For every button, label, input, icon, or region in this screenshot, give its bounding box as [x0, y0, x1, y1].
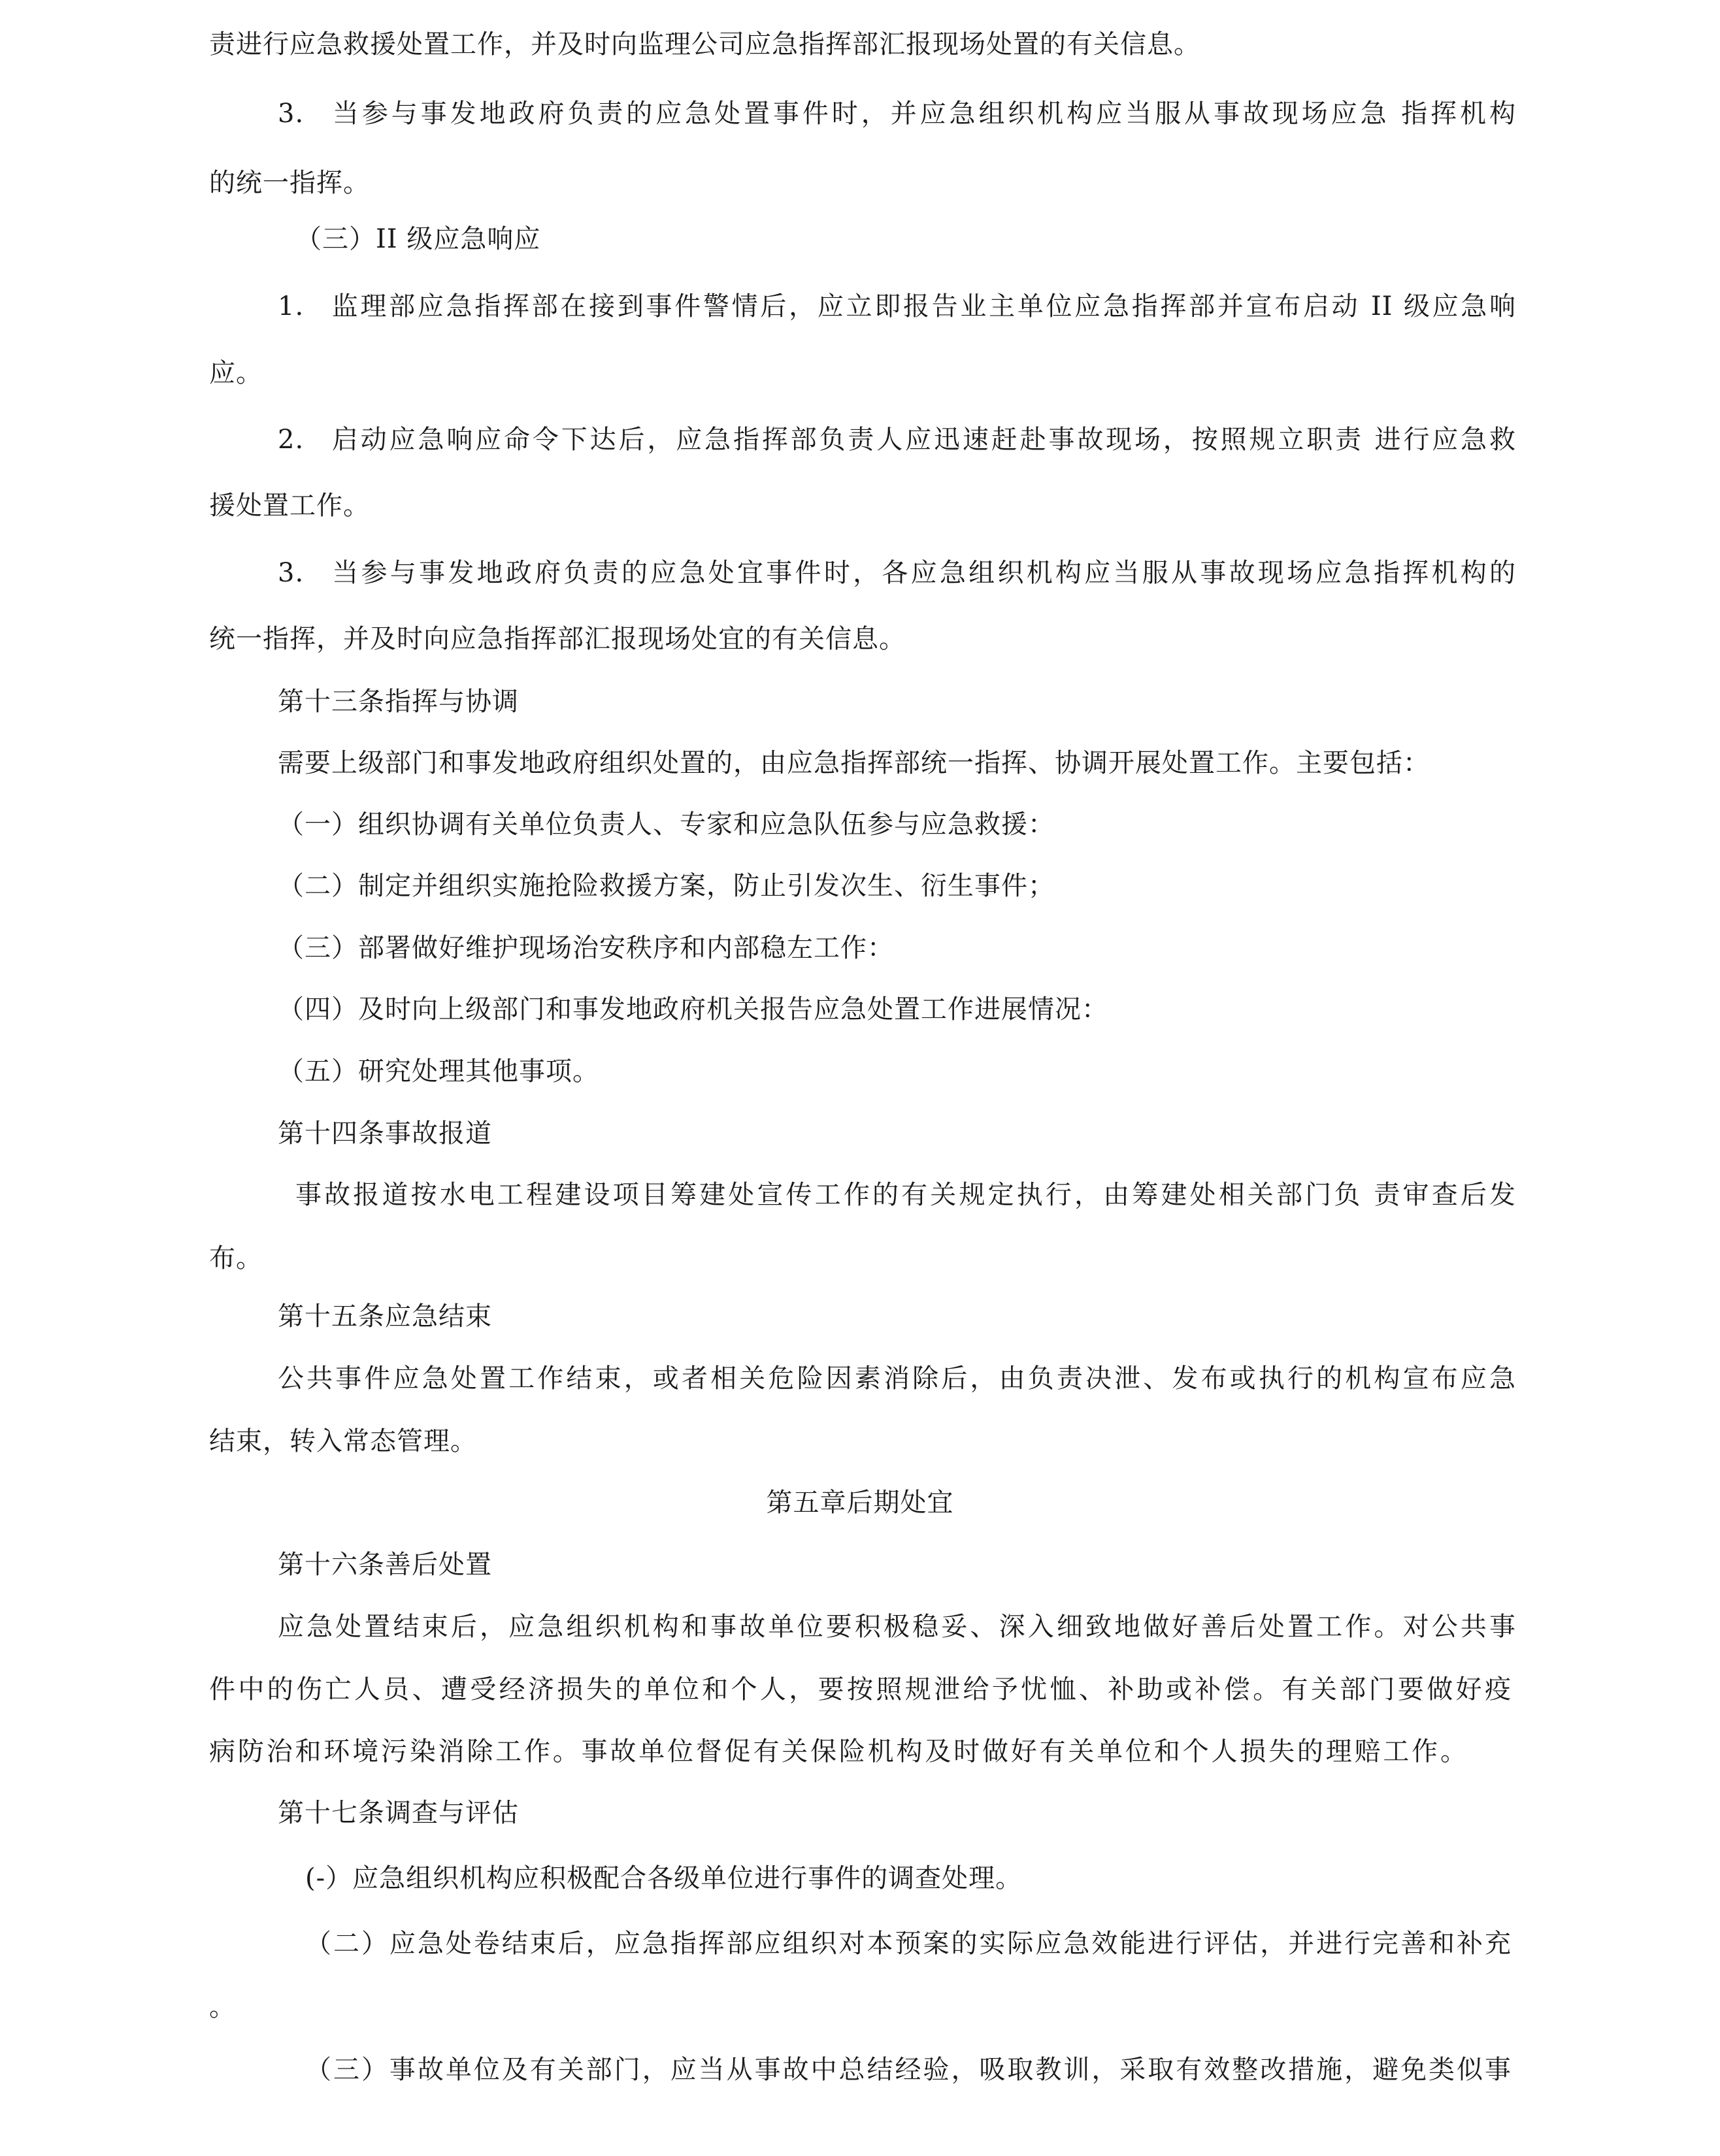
numbered-item	[278, 293, 1516, 319]
item-text: 启动应急响应命令下达后，应急指挥部负责人应迅速赶赴事故现场，按照规立职责 进行应急救	[330, 425, 1516, 455]
article-heading: 第十七条调查与评估	[278, 1798, 519, 1828]
list-item: (-）应急组织机构应积极配合各级单位进行事件的调查处理。	[305, 1863, 1023, 1893]
list-item: （三）部署做好维护现场治安秩序和内部稳左工作：	[278, 933, 894, 963]
text-line: 的统一指挥。	[209, 168, 370, 198]
text-line: 公共事件应急处置工作结束，或者相关危险因素消除后，由负责决泄、发布或执行的机构宣布应急	[278, 1364, 1516, 1394]
item-number: 3.	[278, 558, 305, 588]
list-item: （二）应急处卷结束后，应急指挥部应组织对本预案的实际应急效能进行评估，并进行完善和补充	[305, 1929, 1512, 1959]
list-item: （四）及时向上级部门和事发地政府机关报告应急处置工作进展情况：	[278, 994, 1108, 1024]
list-item: （五）研究处理其他事项。	[278, 1056, 599, 1086]
text-line: 件中的伤亡人员、遭受经济损失的单位和个人，要按照规泄给予忧恤、补助或补偿。有关部门要做好疫	[209, 1674, 1512, 1705]
numbered-item	[278, 101, 1516, 127]
text-line: 援处置工作。	[209, 491, 370, 521]
list-item: （一）组织协调有关单位负责人、专家和应急队伍参与应急救援：	[278, 809, 1055, 840]
item-text: 当参与事发地政府负责的应急处置事件时，并应急组织机构应当服从事故现场应急 指挥机构	[330, 99, 1516, 129]
item-number: 2.	[278, 425, 305, 455]
list-item: （三）事故单位及有关部门，应当从事故中总结经验，吸取教训，采取有效整改措施，避免类似事	[305, 2055, 1512, 2085]
text-line: 布。	[209, 1243, 263, 1273]
text-line: 结束，转入常态管理。	[209, 1426, 477, 1456]
text-line: 责进行应急救援处置工作，并及时向监理公司应急指挥部汇报现场处置的有关信息。	[209, 29, 1200, 59]
article-heading: 第十三条指挥与协调	[278, 687, 519, 717]
article-heading: 第十四条事故报道	[278, 1119, 492, 1149]
text-line: 统一指挥，并及时向应急指挥部汇报现场处宜的有关信息。	[209, 624, 906, 654]
text-line: 。	[209, 1992, 236, 2022]
text-line: 应急处置结束后，应急组织机构和事故单位要积极稳妥、深入细致地做好善后处置工作。对公共事	[278, 1612, 1516, 1642]
article-heading: 第十六条善后处置	[278, 1550, 492, 1580]
item-number: 3.	[278, 99, 305, 129]
article-heading: 第十五条应急结束	[278, 1301, 492, 1331]
numbered-item	[278, 427, 1516, 453]
text-line: 应。	[209, 358, 263, 388]
item-text: 监理部应急指挥部在接到事件警情后，应立即报告业主单位应急指挥部并宣布启动 II 级应急响	[330, 291, 1516, 321]
item-text: 当参与事发地政府负责的应急处宜事件时，各应急组织机构应当服从事故现场应急指挥机构的	[330, 558, 1516, 588]
list-item: （二）制定并组织实施抢险救援方案，防止引发次生、衍生事件；	[278, 871, 1055, 901]
text-line: 病防治和环境污染消除工作。事故单位督促有关保险机构及时做好有关单位和个人损失的理赔工作。	[209, 1737, 1467, 1767]
item-number: 1.	[278, 291, 305, 321]
chapter-title: 第五章后期处宜	[766, 1488, 954, 1518]
text-line: 需要上级部门和事发地政府组织处置的，由应急指挥部统一指挥、协调开展处置工作。主要包括：	[278, 748, 1430, 778]
section-heading: （三）II 级应急响应	[295, 224, 541, 254]
text-line: 事故报道按水电工程建设项目筹建处宣传工作的有关规定执行，由筹建处相关部门负 责审查后发	[295, 1180, 1516, 1210]
numbered-item	[278, 560, 1516, 586]
